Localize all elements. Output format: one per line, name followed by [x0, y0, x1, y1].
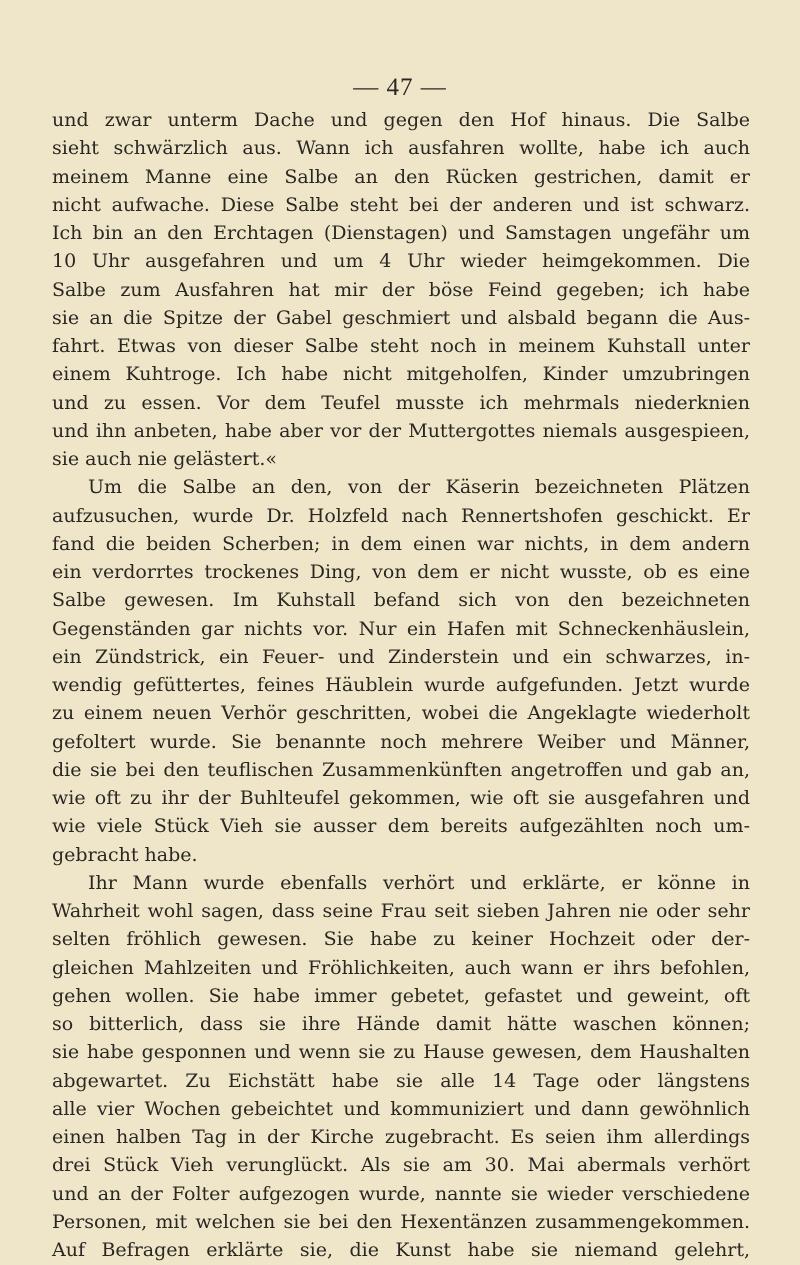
- text-line: abgewartet. Zu Eichstätt habe sie alle 14 Tage oder längstens: [52, 1069, 750, 1092]
- text-line: Wahrheit wohl sagen, dass seine Frau seit sieben Jahren nie oder sehr: [52, 900, 750, 922]
- text-line: selten fröhlich gewesen. Sie habe zu keiner Hochzeit oder der-: [52, 928, 750, 951]
- text-line: meinem Manne eine Salbe an den Rücken gestrichen, damit er: [52, 165, 750, 188]
- text-line: alle vier Wochen gebeichtet und kommuniziert und dann gewöhnlich: [52, 1097, 750, 1120]
- text-line: wie oft zu ihr der Buhlteufel gekommen, wie oft sie ausgefahren und: [52, 787, 750, 809]
- text-line: sie auch nie gelästert.«: [52, 448, 278, 470]
- text-line: fand die beiden Scherben; in dem einen war nichts, in dem andern: [52, 532, 750, 555]
- text-line: sie habe gesponnen und wenn sie zu Hause gewesen, dem Haushalten: [52, 1041, 750, 1064]
- text-line: sie an die Spitze der Gabel geschmiert und alsbald begann die Aus-: [52, 306, 750, 329]
- text-line: nicht aufwache. Diese Salbe steht bei der anderen und ist schwarz.: [52, 193, 750, 216]
- text-line: so bitterlich, dass sie ihre Hände damit hätte waschen können;: [52, 1013, 750, 1035]
- text-line: Ich bin an den Erchtagen (Dienstagen) und Samstagen ungefähr um: [52, 222, 750, 244]
- text-line: wendig gefüttertes, feines Häublein wurde aufgefunden. Jetzt wurde: [52, 674, 750, 696]
- body-text: [52, 106, 750, 1264]
- text-line: gehen wollen. Sie habe immer gebetet, gefastet und geweint, oft: [52, 984, 750, 1007]
- text-line: Gegenständen gar nichts vor. Nur ein Hafen mit Schneckenhäuslein,: [52, 617, 750, 640]
- text-line: sieht schwärzlich aus. Wann ich ausfahren wollte, habe ich auch: [52, 137, 750, 160]
- text-line: und zwar unterm Dache und gegen den Hof hinaus. Die Salbe: [52, 109, 750, 131]
- text-line: einem Kuhtroge. Ich habe nicht mitgeholfen, Kinder umzubringen: [52, 363, 750, 386]
- text-line: wie viele Stück Vieh sie ausser dem bereits aufgezählten noch um-: [52, 815, 750, 838]
- text-line: zu einem neuen Verhör geschritten, wobei die Angeklagte wiederholt: [52, 702, 750, 725]
- text-line: Salbe gewesen. Im Kuhstall befand sich von den bezeichneten: [52, 589, 750, 612]
- text-line: Salbe zum Ausfahren hat mir der böse Feind gegeben; ich habe: [52, 278, 750, 301]
- text-line: gleichen Mahlzeiten und Fröhlichkeiten, auch wann er ihrs befohlen,: [52, 956, 750, 979]
- text-line: und ihn anbeten, habe aber vor der Muttergottes niemals ausgespieen,: [52, 419, 750, 442]
- text-line: gefoltert wurde. Sie benannte noch mehrere Weiber und Männer,: [52, 730, 750, 753]
- page-number: — 47 —: [353, 74, 447, 101]
- text-line: Um die Salbe an den, von der Käserin bezeichneten Plätzen: [88, 476, 750, 499]
- text-line: einen halben Tag in der Kirche zugebracht. Es seien ihm allerdings: [52, 1126, 750, 1148]
- text-line: Ihr Mann wurde ebenfalls verhört und erklärte, er könne in: [88, 871, 750, 894]
- text-line: die sie bei den teuflischen Zusammenkünften angetroffen und gab an,: [52, 758, 750, 781]
- text-line: Auf Befragen erklärte sie, die Kunst habe sie niemand gelehrt,: [52, 1239, 750, 1261]
- text-line: aufzusuchen, wurde Dr. Holzfeld nach Rennertshofen geschickt. Er: [52, 504, 750, 527]
- text-line: ein verdorrtes trockenes Ding, von dem er nicht wusste, ob es eine: [52, 561, 750, 583]
- text-line: fahrt. Etwas von dieser Salbe steht noch in meinem Kuhstall unter: [52, 335, 750, 357]
- text-line: drei Stück Vieh verunglückt. Als sie am 30. Mai abermals verhört: [52, 1154, 750, 1177]
- text-line: gebracht habe.: [52, 843, 198, 866]
- text-line: 10 Uhr ausgefahren und um 4 Uhr wieder heimgekommen. Die: [52, 250, 750, 273]
- text-line: ein Zündstrick, ein Feuer- und Zinderstein und ein schwarzes, in-: [52, 645, 750, 668]
- text-line: und zu essen. Vor dem Teufel musste ich mehrmals niederknien: [52, 391, 750, 414]
- text-line: Personen, mit welchen sie bei den Hexentänzen zusammengekommen.: [52, 1210, 750, 1233]
- text-line: und an der Folter aufgezogen wurde, nannte sie wieder verschiedene: [52, 1182, 750, 1205]
